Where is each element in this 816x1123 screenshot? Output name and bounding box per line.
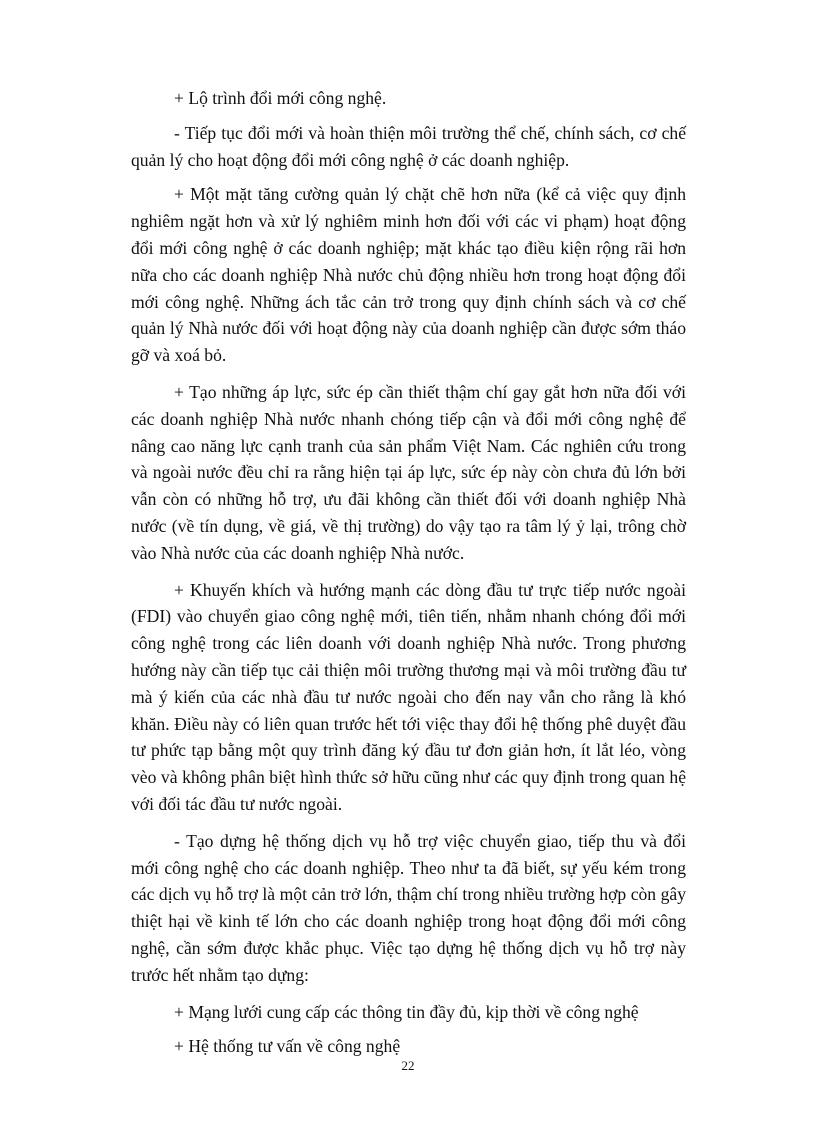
paragraph-information-network: + Mạng lưới cung cấp các thông tin đầy đủ, kịp thời về công nghệ — [174, 1001, 639, 1022]
paragraph-roadmap: + Lộ trình đổi mới công nghệ. — [174, 88, 387, 108]
page-body — [131, 85, 686, 1070]
paragraph-support-services: - Tạo dựng hệ thống dịch vụ hỗ trợ việc chuyển giao, tiếp thu và đổi mới công nghệ cho các doanh nghiệp. Theo như ta đã biết, sự yếu kém trong các dịch vụ hỗ trợ là một cản trở lớn, thậm chí trong nhiều trường hợp còn gây thiệt hại về kinh tế lớn cho các doanh nghiệp trong hoạt động đổi mới công nghệ, cần sớm được khắc phục. Việc tạo dựng hệ thống dịch vụ hỗ trợ này trước hết nhằm tạo dựng: — [131, 830, 686, 985]
paragraph-create-pressure: + Tạo những áp lực, sức ép cần thiết thậm chí gay gắt hơn nữa đối với các doanh nghiệp Nhà nước nhanh chóng tiếp cận và đổi mới công nghệ để nâng cao năng lực cạnh tranh của sản phẩm Việt Nam. Các nghiên cứu trong và ngoài nước đều chỉ ra rằng hiện tại áp lực, sức ép này còn chưa đủ lớn bởi vẫn còn có những hỗ trợ, ưu đãi không cần thiết đối với doanh nghiệp Nhà nước (về tín dụng, về giá, về thị trường) do vậy tạo ra tâm lý ỷ lại, trông chờ vào Nhà nước của các doanh nghiệp Nhà nước. — [131, 381, 686, 563]
page-number: 22 — [401, 1058, 415, 1073]
paragraph-institutional-reform: - Tiếp tục đổi mới và hoàn thiện môi trường thể chế, chính sách, cơ chế quản lý cho hoạt động đổi mới công nghệ ở các doanh nghiệp. — [131, 122, 686, 170]
paragraph-consulting-system: + Hệ thống tư vấn về công nghệ — [174, 1036, 401, 1057]
paragraph-encourage-fdi: + Khuyến khích và hướng mạnh các dòng đầu tư trực tiếp nước ngoài (FDI) vào chuyển giao công nghệ mới, tiên tiến, nhằm nhanh chóng đổi mới công nghệ trong các liên doanh với doanh nghiệp Nhà nước. Trong phương hướng này cần tiếp tục cải thiện môi trường thương mại và môi trường đầu tư mà ý kiến của các nhà đầu tư nước ngoài cho đến nay vẫn cho rằng là khó khăn. Điều này có liên quan trước hết tới việc thay đổi hệ thống phê duyệt đầu tư phức tạp bằng một quy trình đăng ký đầu tư đơn giản hơn, ít lắt léo, vòng vèo và không phân biệt hình thức sở hữu cũng như các quy định trong quan hệ với đối tác đầu tư nước ngoài. — [131, 579, 686, 814]
paragraph-strengthen-management: + Một mặt tăng cường quản lý chặt chẽ hơn nữa (kể cả việc quy định nghiêm ngặt hơn và xử lý nghiêm minh hơn đối với các vi phạm) hoạt động đổi mới công nghệ ở các doanh nghiệp; mặt khác tạo điều kiện rộng rãi hơn nữa cho các doanh nghiệp Nhà nước chủ động nhiều hơn trong hoạt động đổi mới công nghệ. Những ách tắc cản trở trong quy định chính sách và cơ chế quản lý Nhà nước đối với hoạt động này của doanh nghiệp cần được sớm tháo gỡ và xoá bỏ. — [131, 184, 686, 366]
